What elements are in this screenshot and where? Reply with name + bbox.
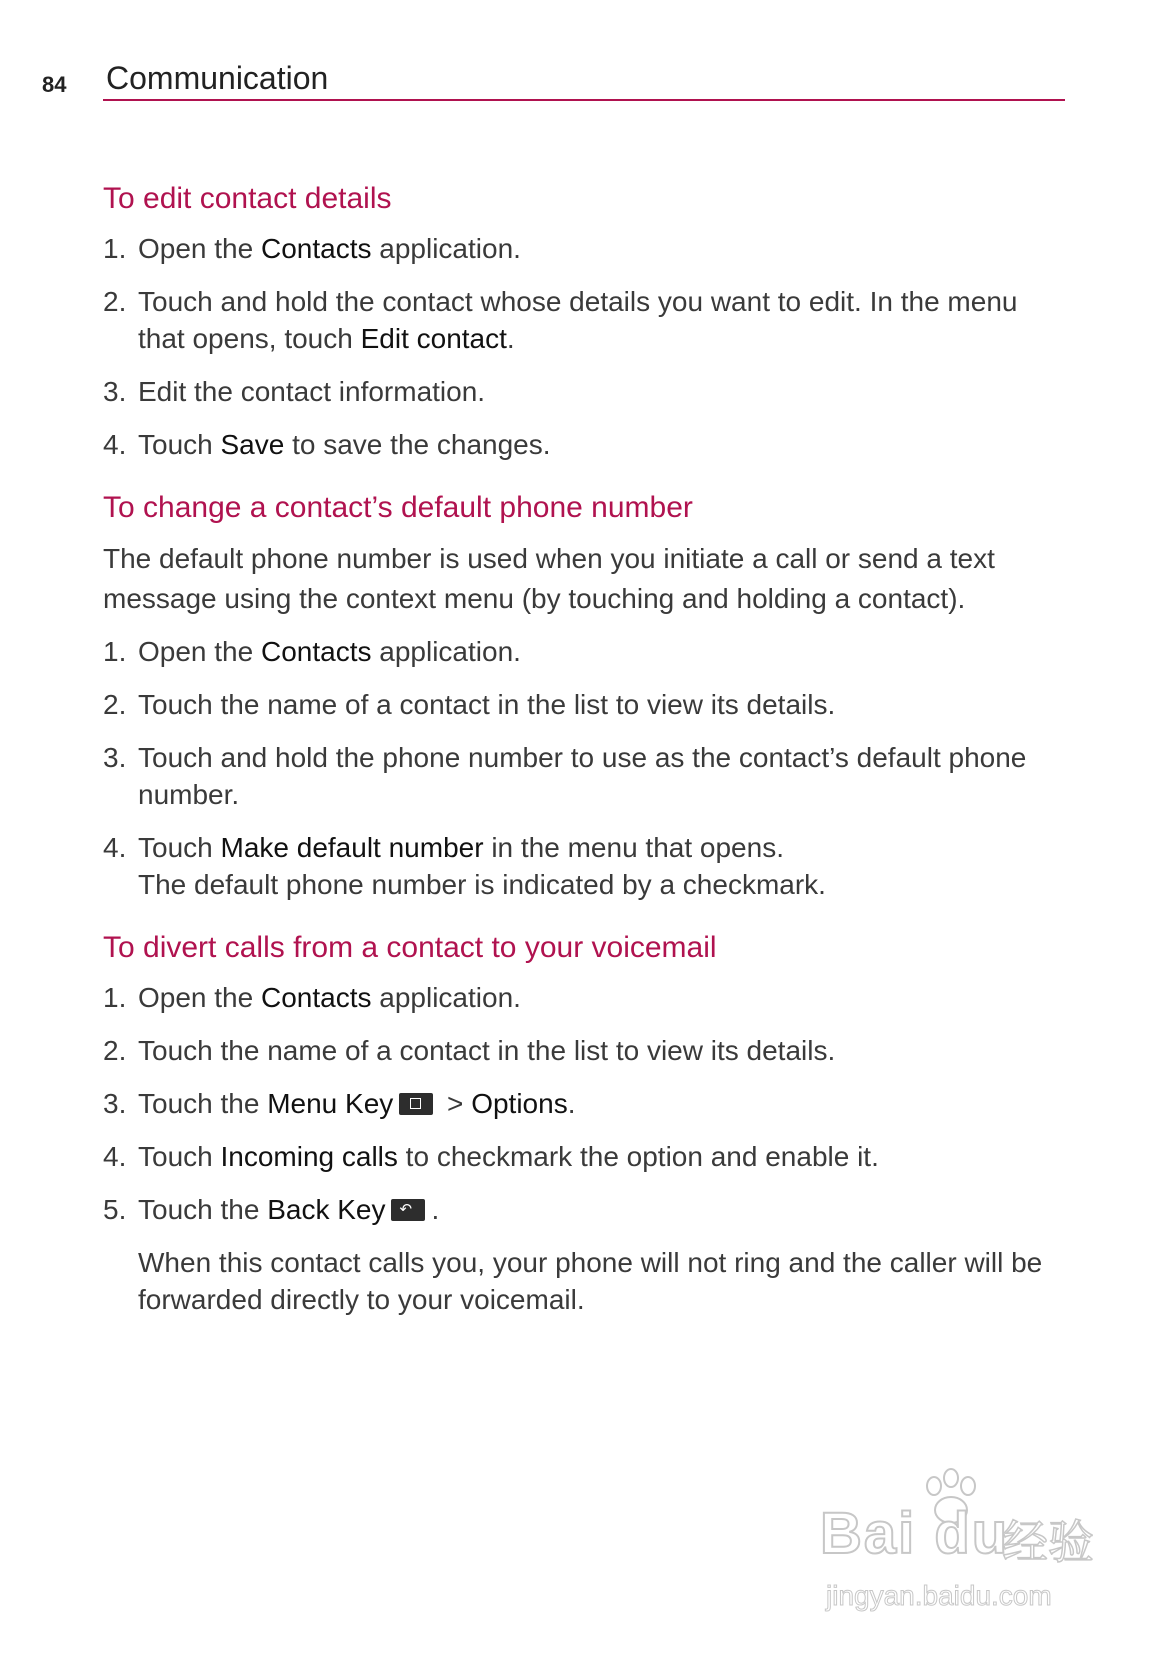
list-item	[103, 283, 1065, 357]
step-text-part: Touch and hold the contact whose details you want to edit. In the menu that opens, touch	[138, 286, 1018, 354]
back-key-icon: ↶	[391, 1199, 425, 1221]
list-item	[103, 1085, 1065, 1122]
step-number: 3.	[103, 1088, 127, 1119]
step-text: Edit the contact information.	[138, 376, 486, 407]
step-text-part: application.	[371, 233, 521, 264]
step-number: 4.	[103, 429, 127, 460]
step-text-part: .	[506, 323, 515, 354]
baidu-watermark	[820, 1480, 1120, 1630]
page-content	[103, 182, 1065, 1346]
header-divider	[103, 99, 1065, 101]
section-divert-calls	[103, 931, 1065, 1318]
list-item	[103, 1138, 1065, 1175]
step-list	[103, 979, 1065, 1228]
step-number: 2.	[103, 286, 127, 317]
list-item	[103, 373, 1065, 410]
step-number: 4.	[103, 832, 127, 863]
step-text-part: in the menu that opens.	[483, 832, 784, 863]
ui-term: Make default number	[220, 832, 484, 863]
step-number: 3.	[103, 742, 127, 773]
ui-term: Edit contact	[360, 323, 507, 354]
ui-term: Contacts	[260, 233, 372, 264]
step-text: Touch and hold the phone number to use as the contact’s default phone number.	[138, 742, 1027, 810]
list-item	[103, 979, 1065, 1016]
section-title: To change a contact’s default phone number	[103, 491, 693, 524]
step-text-part: Open the	[138, 233, 261, 264]
list-item	[103, 426, 1065, 463]
ui-term: Contacts	[260, 636, 372, 667]
step-text	[138, 283, 1065, 357]
ui-term: Contacts	[260, 982, 372, 1013]
step-number: 4.	[103, 1141, 127, 1172]
step-text-part: .	[431, 1194, 440, 1225]
ui-term: Options	[471, 1088, 568, 1119]
step-number: 1.	[103, 636, 127, 667]
section-intro: The default phone number is used when you initiate a call or send a text message using the context menu (by touching and holding a contact).	[103, 543, 995, 614]
step-text: Touch the name of a contact in the list to view its details.	[138, 689, 836, 720]
ui-term: Menu Key	[267, 1088, 394, 1119]
step-number: 5.	[103, 1194, 127, 1225]
step-list	[103, 230, 1065, 463]
step-text-part: .	[567, 1088, 576, 1119]
closing-note: When this contact calls you, your phone will not ring and the caller will be forwarded directly to your voicemail.	[138, 1247, 1043, 1315]
list-item	[103, 230, 1065, 267]
section-title: To edit contact details	[103, 182, 392, 215]
step-number: 1.	[103, 982, 127, 1013]
menu-key-icon	[399, 1093, 433, 1115]
section-title: To divert calls from a contact to your voicemail	[103, 931, 717, 964]
section-default-number	[103, 491, 1065, 903]
list-item	[103, 633, 1065, 670]
watermark-brand: Bai du	[820, 1501, 1010, 1566]
ui-term: Incoming calls	[220, 1141, 398, 1172]
watermark-url: jingyan.baidu.com	[826, 1580, 1052, 1611]
ui-term: Back Key	[267, 1194, 386, 1225]
step-text-part: Open the	[138, 636, 261, 667]
step-text-part: to save the changes.	[284, 429, 551, 460]
section-edit-contact	[103, 182, 1065, 463]
step-text-part: Touch the	[138, 1088, 268, 1119]
step-text-part: Touch the	[138, 1194, 268, 1225]
ui-term: Save	[220, 429, 285, 460]
step-number: 2.	[103, 1035, 127, 1066]
step-text	[138, 1191, 1065, 1228]
step-text	[138, 426, 1065, 463]
step-text-part: application.	[371, 636, 521, 667]
page-header	[0, 58, 1152, 108]
list-item	[103, 1032, 1065, 1069]
step-text	[138, 1138, 1065, 1175]
page-number: 84	[42, 72, 67, 97]
step-list	[103, 633, 1065, 903]
step-text-part: Touch	[138, 1141, 221, 1172]
step-text-part: Touch	[138, 832, 221, 863]
step-note: The default phone number is indicated by a checkmark.	[138, 869, 826, 900]
step-text	[138, 230, 1065, 267]
step-text: Touch the name of a contact in the list to view its details.	[138, 1035, 836, 1066]
step-number: 3.	[103, 376, 127, 407]
step-text-part: >	[439, 1088, 472, 1119]
chapter-title: Communication	[106, 60, 329, 96]
step-text-part: application.	[371, 982, 521, 1013]
step-text	[138, 1085, 1065, 1122]
list-item	[103, 1191, 1065, 1228]
step-text	[138, 979, 1065, 1016]
list-item	[103, 739, 1065, 813]
step-text-part: Open the	[138, 982, 261, 1013]
step-text-part: to checkmark the option and enable it.	[397, 1141, 879, 1172]
step-number: 2.	[103, 689, 127, 720]
list-item	[103, 829, 1065, 903]
step-text-part: Touch	[138, 429, 221, 460]
step-text	[138, 829, 1065, 903]
list-item	[103, 686, 1065, 723]
watermark-cn: 经验	[1002, 1516, 1094, 1568]
step-text	[138, 633, 1065, 670]
step-number: 1.	[103, 233, 127, 264]
